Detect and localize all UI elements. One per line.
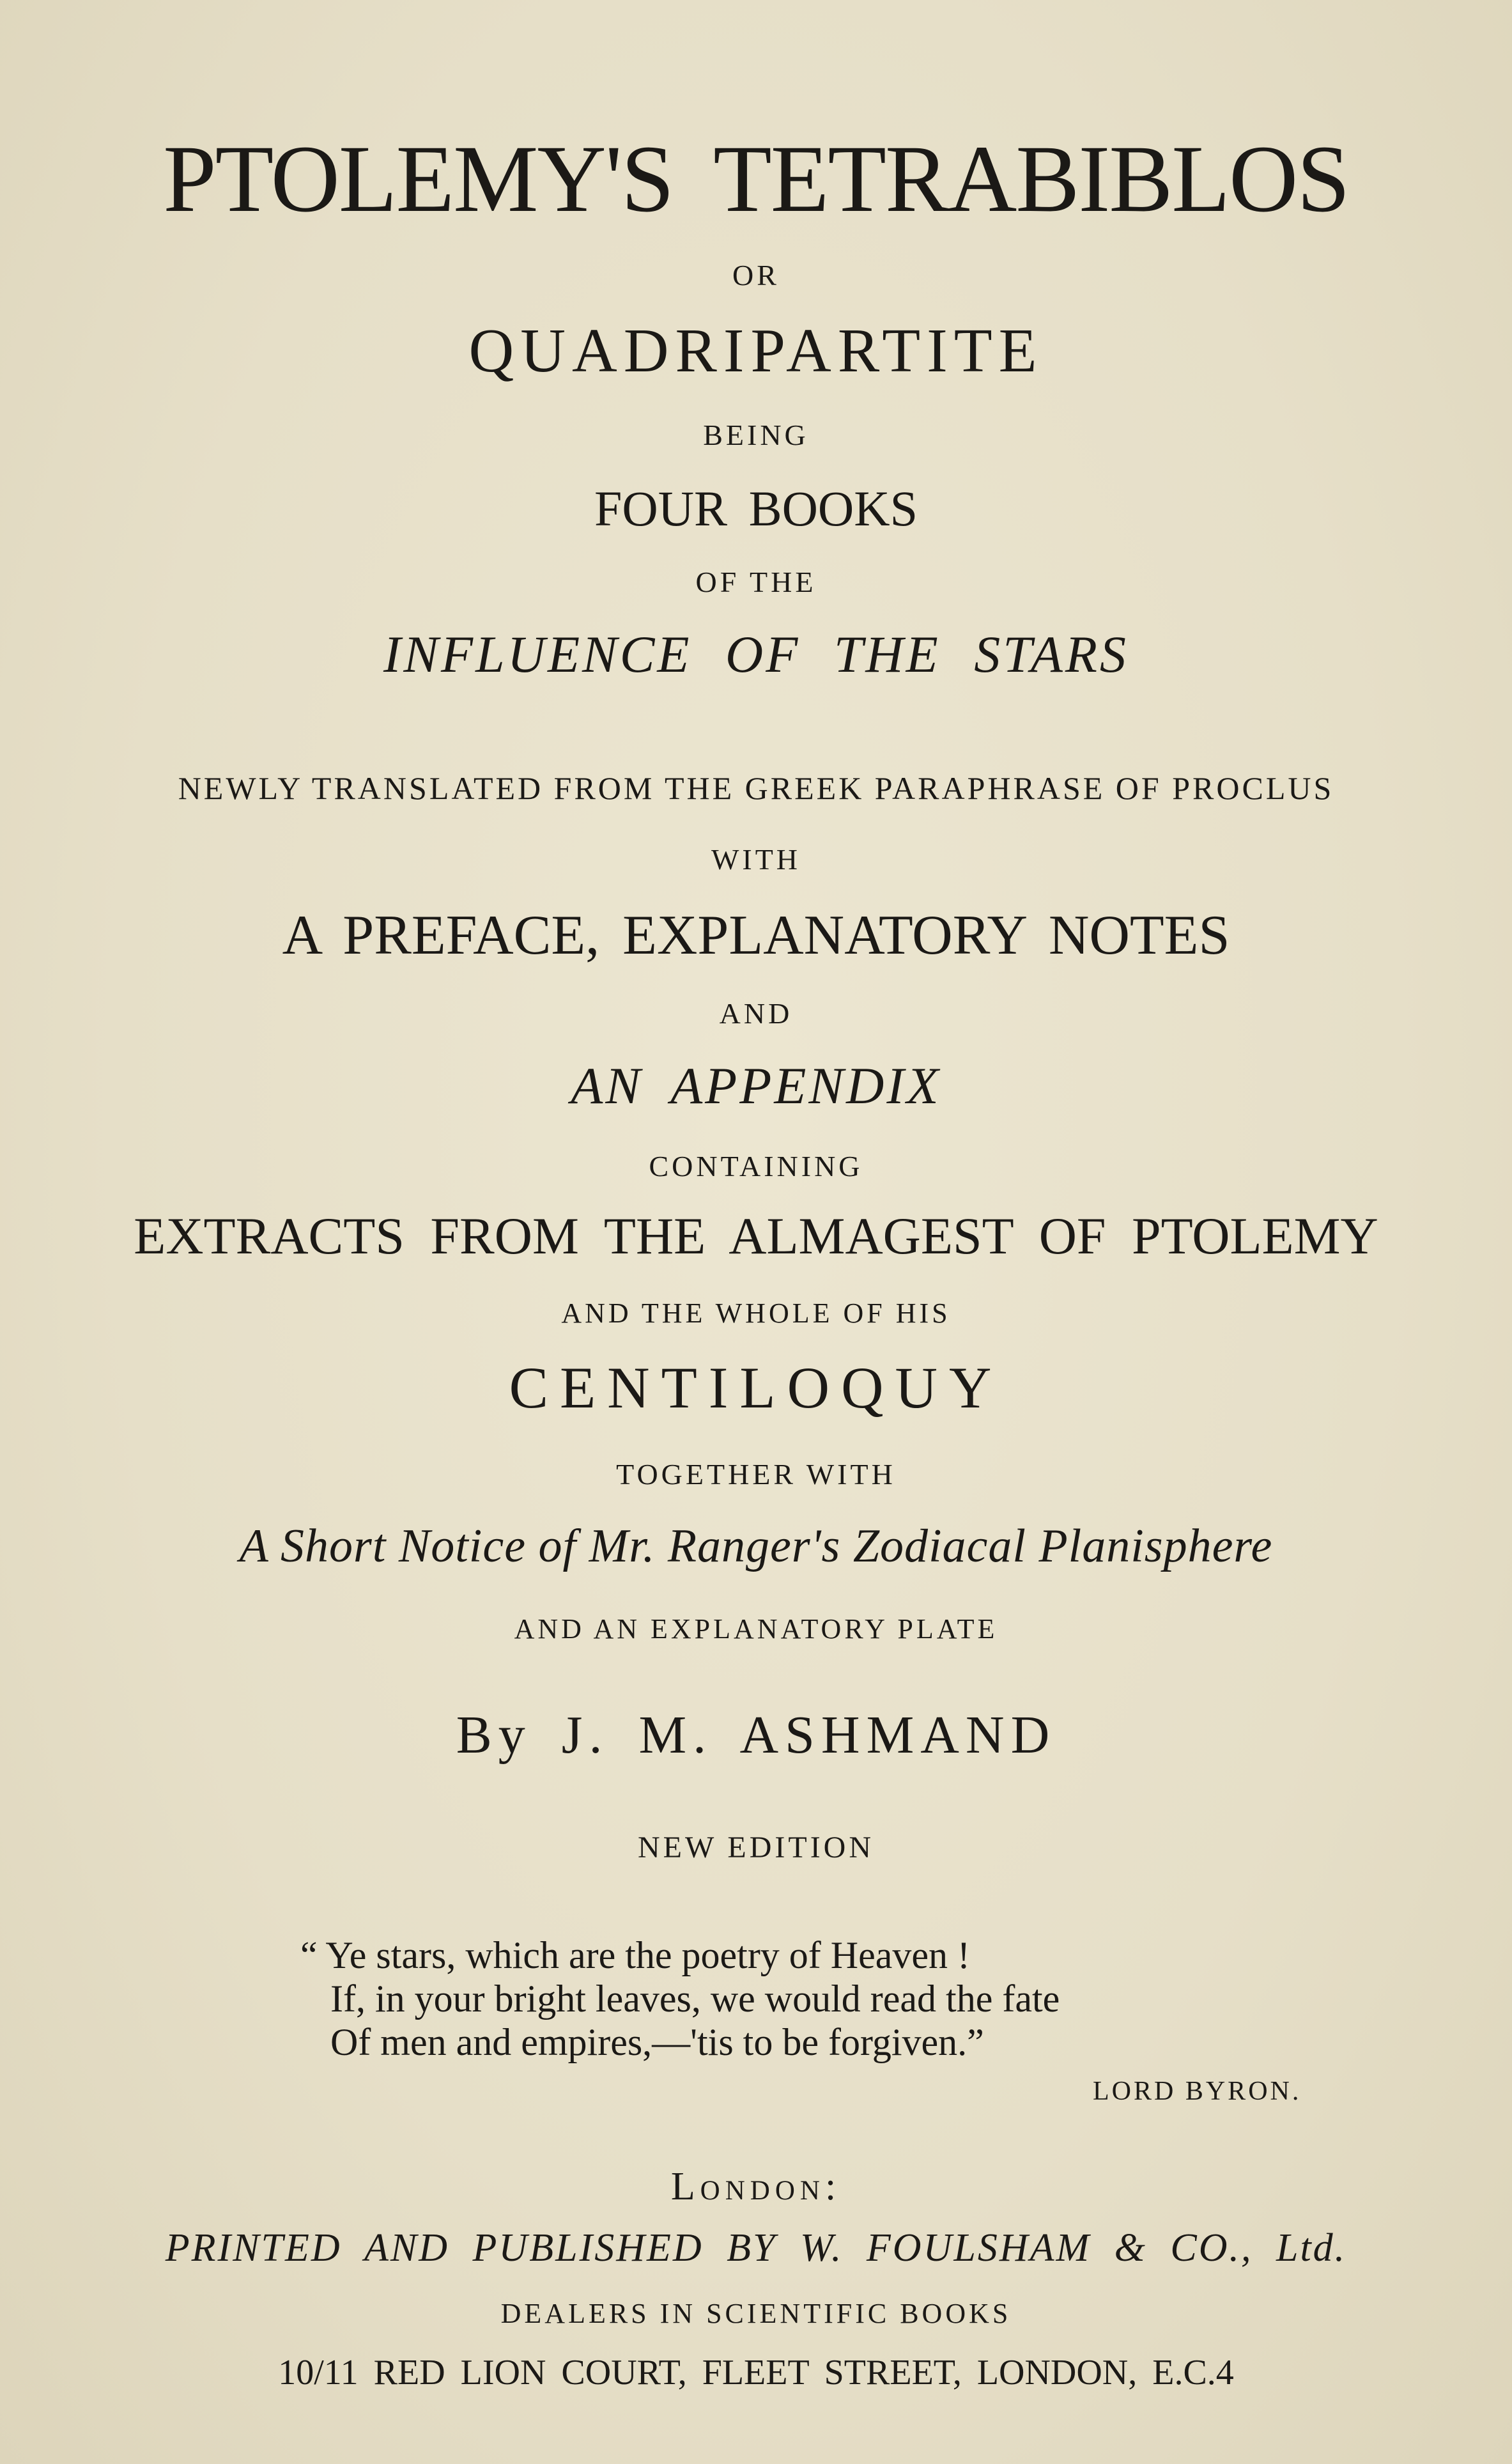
epigraph-line-1: “ Ye stars, which are the poetry of Heaven !: [300, 1934, 970, 1976]
epigraph-line-3: Of men and empires,—'tis to be forgiven.”: [330, 2021, 984, 2063]
centiloquy-heading: CENTILOQUY: [509, 1355, 1003, 1420]
connector-together-with: TOGETHER WITH: [616, 1458, 896, 1491]
explanatory-plate: AND AN EXPLANATORY PLATE: [514, 1613, 998, 1645]
book-subtitle: QUADRIPARTITE: [468, 316, 1044, 385]
connector-or: OR: [732, 259, 780, 291]
connector-and: AND: [719, 997, 793, 1030]
epigraph-attribution: LORD BYRON.: [1093, 2077, 1302, 2106]
imprint-address: 10/11 RED LION COURT, FLEET STREET, LONDON, E.C.4: [278, 2353, 1234, 2392]
preface-heading: A PREFACE, EXPLANATORY NOTES: [282, 904, 1230, 966]
planisphere-notice: A Short Notice of Mr. Ranger's Zodiacal Planisphere: [239, 1520, 1273, 1572]
book-title: PTOLEMY'S TETRABIBLOS: [163, 126, 1349, 232]
extracts-heading: EXTRACTS FROM THE ALMAGEST OF PTOLEMY: [134, 1207, 1378, 1265]
connector-of-the: OF THE: [695, 566, 817, 598]
edition-label: NEW EDITION: [637, 1831, 875, 1864]
imprint-dealers: DEALERS IN SCIENTIFIC BOOKS: [500, 2298, 1012, 2329]
imprint-publisher: PRINTED AND PUBLISHED BY W. FOULSHAM & CO., Ltd.: [165, 2226, 1347, 2270]
appendix-heading: AN APPENDIX: [571, 1057, 941, 1115]
translation-note: NEWLY TRANSLATED FROM THE GREEK PARAPHRASE OF PROCLUS: [178, 770, 1334, 806]
epigraph-line-2: If, in your bright leaves, we would read the fate: [330, 1978, 1060, 2020]
four-books-heading: FOUR BOOKS: [594, 481, 918, 536]
connector-being: BEING: [703, 419, 809, 451]
author-line: By J. M. ASHMAND: [456, 1705, 1056, 1765]
connector-containing: CONTAINING: [649, 1150, 863, 1182]
connector-whole-of-his: AND THE WHOLE OF HIS: [561, 1298, 951, 1329]
influence-heading: INFLUENCE OF THE STARS: [383, 625, 1129, 683]
imprint-city: London:: [670, 2165, 842, 2208]
connector-with: WITH: [711, 843, 801, 876]
